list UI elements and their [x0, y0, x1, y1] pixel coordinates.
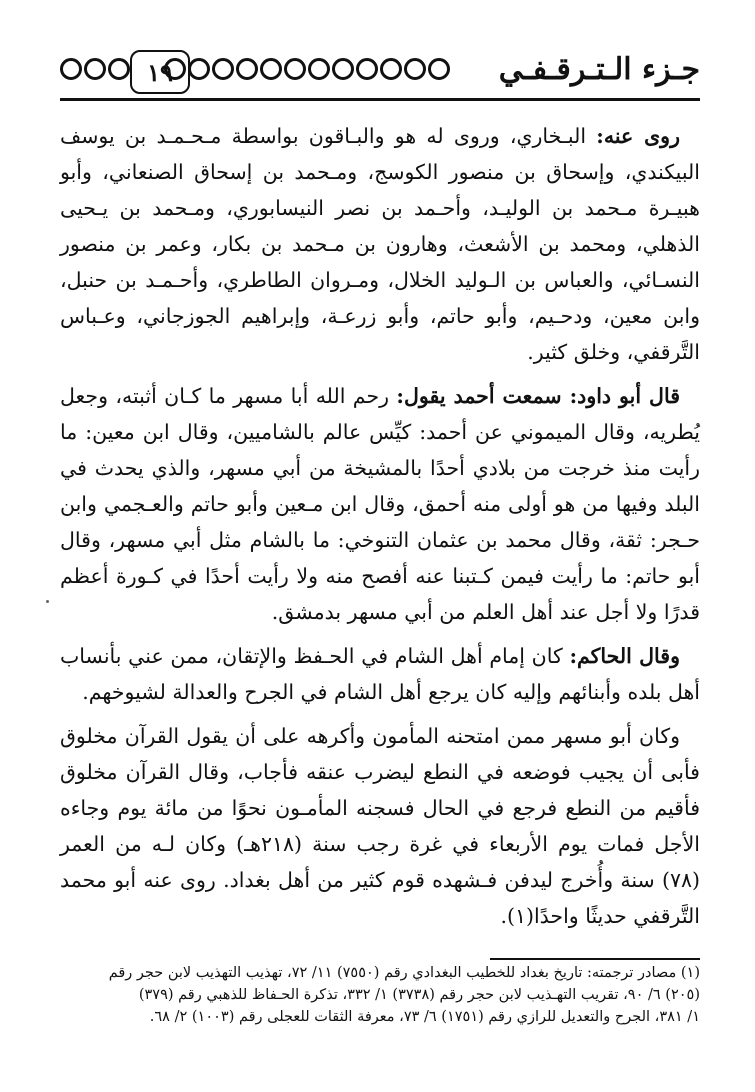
paragraph-text: وكان أبو مسهر ممن امتحنه المأمون وأكرهه على أن يقول القرآن مخلوق فأبى أن يجيب فوضعه في النطع ليضرب عنقه فأجاب، وقال القرآن مخلوق فأقيم من النطع فرجع في الحال فسجنه المأمـون نحوًا من مائة يوم وجاءه الأجل فمات يوم الأربعاء في غرة رجب سنة (٢١٨هـ) وكان لـه من العمر (٧٨) سنة وأُخرج ليدفن فـشهده قوم كثير من أهل بغداد. روى عنه أبو محمد التَّرقفي حديثًا واحدًا(١).: [60, 724, 700, 928]
paragraph: [60, 638, 700, 710]
footnote-line: (١) مصادر ترجمته: تاريخ بغداد للخطيب البغدادي رقم (٧٥٥٠) ١١/ ٧٢، تهذيب التهذيب لابن حجر رقم: [108, 965, 700, 981]
ornament-ring-icon: [260, 58, 282, 80]
ornament-ring-icon: [284, 58, 306, 80]
header-ornament-long: [164, 58, 450, 82]
paragraph: [60, 718, 700, 934]
footnote-line: (٢٠٥) ٦/ ٩٠، تقريب التهـذيب لابن حجر رقم (٣٧٣٨) ١/ ٣٣٢، تذكرة الحـفاظ للذهبي رقم (٣٧٩): [138, 987, 700, 1003]
page-number: ١٩: [147, 57, 173, 87]
ornament-ring-icon: [332, 58, 354, 80]
paragraph-text: رحم الله أبا مسهر ما كـان أثبته، وجعل يُطريه، وقال الميموني عن أحمد: كيِّس عالم بالشاميين، وقال ابن معين: ما رأيت منذ خرجت من بلادي أحدًا بالمشيخة من أبي مسهر، والذي يحدث في البلد وفيها من هو أولى منه أحمق، وقال ابن مـعين وأبو حاتم والعـجمي وابن حـجر: ثقة، وقال محمد بن عثمان التنوخي: ما بالشام مثل أبي مسهر، وقال أبو حاتم: ما رأيت فيمن كـتبنا عنه أفصح منه ولا رأيت أحدًا في كـورة أعظم قدرًا ولا أجل عند أهل العلم من أبي مسهر بدمشق.: [60, 384, 700, 624]
paragraph-text: البـخاري، وروى له هو والبـاقون بواسطة مـحـمـد بن يوسف البيكندي، وإسحاق بن منصور الكوسج، ومـحمد بن إسحاق الصنعاني، وأبو هبيـرة مـحمد بن الوليـد، وأحـمد بن نصر النيسابوري، ومـحمد بن يـحيى الذهلي، ومحمد بن الأشعث، وهارون بن مـحمد بن بكار، وعمر بن منصور النسـائي، والعباس بن الـوليد الخلال، ومـروان الطاطري، وأحـمـد بن حنبل، وابن معين، ودحـيم، وأبو حاتم، وأبو زرعـة، وإبراهيم الجوزجاني، وعـباس التَّرقفي، وخلق كثير.: [60, 124, 700, 364]
footnote-line: ١/ ٣٨١، الجرح والتعديل للرازي رقم (١٧٥١) ٦/ ٧٣، معرفة الثقات للعجلى رقم (١٠٠٣) ٢/ ٦٨.: [149, 1009, 700, 1025]
main-text: [60, 118, 700, 942]
ornament-ring-icon: [356, 58, 378, 80]
paragraph: [60, 118, 700, 370]
paragraph-lead: روى عنه:: [596, 124, 680, 148]
paragraph-lead: وقال الحاكم:: [569, 644, 680, 668]
scan-speck: [46, 600, 49, 603]
ornament-ring-icon: [108, 58, 130, 80]
page-number-box: [130, 50, 190, 94]
ornament-ring-icon: [188, 58, 210, 80]
ornament-ring-icon: [308, 58, 330, 80]
ornament-ring-icon: [380, 58, 402, 80]
ornament-ring-icon: [428, 58, 450, 80]
ornament-ring-icon: [212, 58, 234, 80]
paragraph-text: كان إمام أهل الشام في الحـفظ والإتقان، ممن عني بأنساب أهل بلده وأبنائهم وإليه كان يرجع أهل الشام في الجرح والعدالة لشيوخهم.: [60, 644, 700, 704]
footnote-rule: [490, 958, 700, 960]
header-rule: [60, 98, 700, 101]
ornament-ring-icon: [404, 58, 426, 80]
header-ornament-short: [60, 58, 130, 82]
footnotes: [60, 962, 700, 1028]
ornament-ring-icon: [236, 58, 258, 80]
ornament-ring-icon: [84, 58, 106, 80]
paragraph: [60, 378, 700, 630]
ornament-ring-icon: [60, 58, 82, 80]
paragraph-lead: قال أبو داود: سمعت أحمد يقول:: [396, 384, 680, 408]
page-header: [60, 42, 700, 112]
header-title: جـزء الـتـرقـفـي: [498, 52, 700, 87]
